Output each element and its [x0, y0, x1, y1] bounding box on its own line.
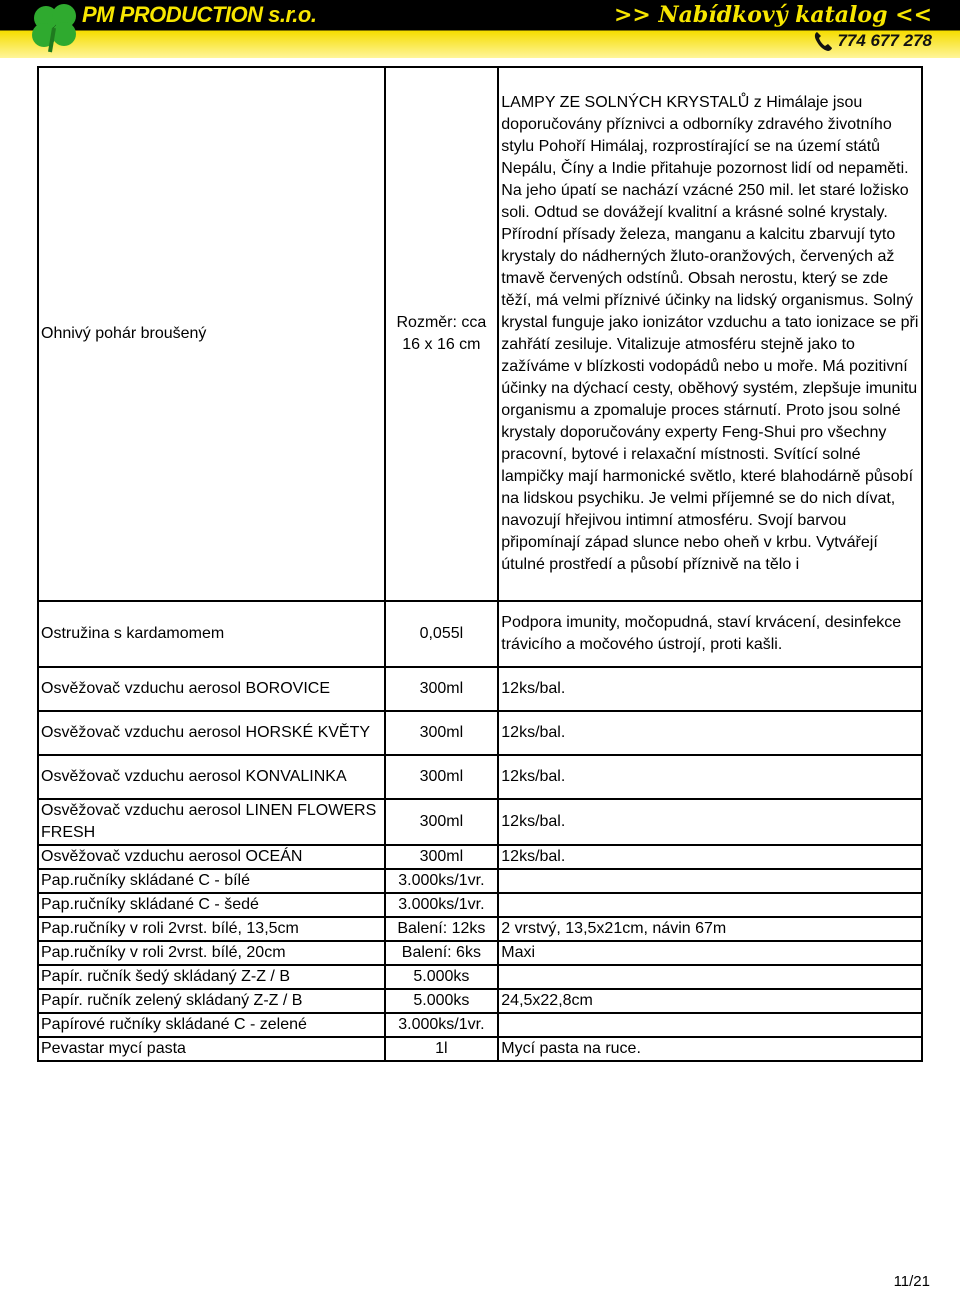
product-name: Osvěžovač vzduchu aerosol HORSKÉ KVĚTY	[38, 711, 385, 755]
table-row	[38, 893, 922, 917]
product-size: 3.000ks/1vr.	[385, 893, 499, 917]
product-size: 5.000ks	[385, 989, 499, 1013]
product-name: Osvěžovač vzduchu aerosol OCEÁN	[38, 845, 385, 869]
product-name: Pap.ručníky v roli 2vrst. bílé, 20cm	[38, 941, 385, 965]
table-row	[38, 1037, 922, 1061]
product-name: Papírové ručníky skládané C - zelené	[38, 1013, 385, 1037]
table-row	[38, 711, 922, 755]
table-row	[38, 965, 922, 989]
phone-number: 774 677 278	[837, 31, 932, 50]
product-name: Ostružina s kardamomem	[38, 601, 385, 667]
table-row	[38, 941, 922, 965]
product-name: Papír. ručník zelený skládaný Z-Z / B	[38, 989, 385, 1013]
product-size: 300ml	[385, 845, 499, 869]
clover-logo-icon	[28, 2, 84, 54]
product-name: Osvěžovač vzduchu aerosol LINEN FLOWERS FRESH	[38, 799, 385, 845]
product-size: 0,055l	[385, 601, 499, 667]
table-row	[38, 67, 922, 601]
product-description: 12ks/bal.	[498, 755, 922, 799]
table-row	[38, 869, 922, 893]
product-description: 24,5x22,8cm	[498, 989, 922, 1013]
product-size: Rozměr: cca 16 x 16 cm	[385, 67, 499, 601]
product-size: Balení: 12ks	[385, 917, 499, 941]
product-table	[37, 66, 923, 1062]
product-description: 12ks/bal.	[498, 799, 922, 845]
table-row	[38, 601, 922, 667]
page-number: 11/21	[893, 1273, 930, 1290]
product-size: 3.000ks/1vr.	[385, 869, 499, 893]
table-row	[38, 667, 922, 711]
product-size: 1l	[385, 1037, 499, 1061]
product-name: Ohnivý pohár broušený	[38, 67, 385, 601]
product-description	[498, 1013, 922, 1037]
product-name: Pap.ručníky skládané C - bílé	[38, 869, 385, 893]
product-name: Pap.ručníky v roli 2vrst. bílé, 13,5cm	[38, 917, 385, 941]
table-row	[38, 1013, 922, 1037]
product-name: Papír. ručník šedý skládaný Z-Z / B	[38, 965, 385, 989]
product-description: 12ks/bal.	[498, 845, 922, 869]
product-description: Maxi	[498, 941, 922, 965]
product-size: 300ml	[385, 799, 499, 845]
product-size: 300ml	[385, 711, 499, 755]
page-header	[0, 0, 960, 58]
product-name: Pap.ručníky skládané C - šedé	[38, 893, 385, 917]
product-description	[498, 893, 922, 917]
product-description: 12ks/bal.	[498, 667, 922, 711]
product-description: 12ks/bal.	[498, 711, 922, 755]
table-row	[38, 989, 922, 1013]
product-size: 300ml	[385, 667, 499, 711]
product-size: 5.000ks	[385, 965, 499, 989]
table-row	[38, 755, 922, 799]
product-name: Osvěžovač vzduchu aerosol BOROVICE	[38, 667, 385, 711]
product-size: Balení: 6ks	[385, 941, 499, 965]
catalog-title: >> Nabídkový katalog <<	[613, 2, 932, 28]
phone-icon	[813, 30, 833, 52]
product-size: 300ml	[385, 755, 499, 799]
product-description: LAMPY ZE SOLNÝCH KRYSTALŮ z Himálaje jsou doporučovány příznivci a odborníky zdravého životního stylu Pohoří Himálaj, rozprostírající se na území států Nepálu, Číny a Indie přitahuje pozornost lidí od nepaměti. Na jeho úpatí se nachází vzácné 250 mil. let staré ložisko soli. Odtud se dovážejí kvalitní a krásné solné krystaly. Přírodní přísady železa, manganu a kalcitu zbarvují tyto krystaly do nádherných žluto-oranžových, červených až tmavě červených odstínů. Obsah nerostu, který se zde těží, má velmi příznivé účinky na lidský organismus. Solný krystal funguje jako ionizátor vzduchu a tato ionizace se při zahřátí zesiluje. Vitalizuje atmosféru stejně jako to zažíváme v blízkosti vodopádů nebo u moře. Má pozitivní účinky na dýchací cesty, oběhový systém, zlepšuje imunitu organismu a zpomaluje proces stárnutí. Proto jsou solné krystaly doporučovány experty Feng-Shui pro všechny pracovní, bytové i relaxační místnosti. Svítící solné lampičky mají harmonické světlo, které blahodárně působí na lidskou psychiku. Je velmi příjemné se do nich dívat, navozují hřejivou intimní atmosféru. Svojí barvou připomínají západ slunce nebo oheň v krbu. Vytvářejí útulné prostředí a působí příznivě na tělo i	[498, 67, 922, 601]
brand-name: PM PRODUCTION s.r.o.	[82, 2, 317, 27]
product-description	[498, 965, 922, 989]
product-size: 3.000ks/1vr.	[385, 1013, 499, 1037]
table-row	[38, 799, 922, 845]
product-description: 2 vrstvý, 13,5x21cm, návin 67m	[498, 917, 922, 941]
product-description: Mycí pasta na ruce.	[498, 1037, 922, 1061]
product-description: Podpora imunity, močopudná, staví krvácení, desinfekce trávicího a močového ústrojí, proti kašli.	[498, 601, 922, 667]
phone-contact	[813, 30, 932, 52]
table-row	[38, 845, 922, 869]
product-name: Pevastar mycí pasta	[38, 1037, 385, 1061]
product-description	[498, 869, 922, 893]
table-row	[38, 917, 922, 941]
product-name: Osvěžovač vzduchu aerosol KONVALINKA	[38, 755, 385, 799]
